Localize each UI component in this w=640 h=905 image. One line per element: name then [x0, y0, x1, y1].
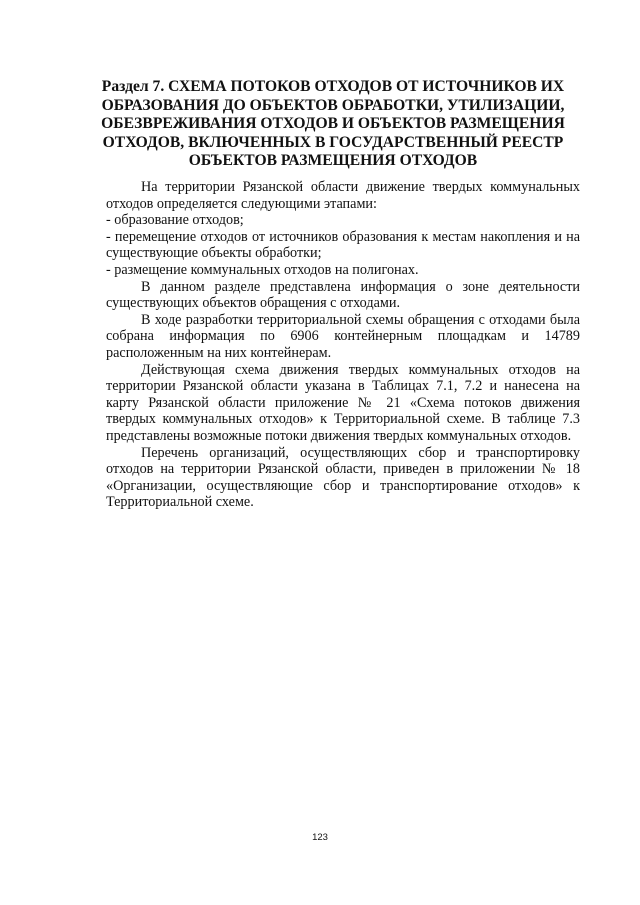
paragraph-flow-scheme: Действующая схема движения твердых коммунальных отходов на территории Рязанской области указана в Таблицах 7.1, 7.2 и нанесена на карту Рязанской области приложение № 21 «Схема потоков движения твердых коммунальных отходов» к Территориальной схеме. В таблице 7.3 представлены возможные потоки движения твердых коммунальных отходов. — [106, 361, 580, 444]
paragraph-organizations: Перечень организаций, осуществляющих сбор и транспортировку отходов на территории Рязанской области, приведен в приложении № 18 «Организации, осуществляющие сбор и транспортирование отходов» к Территориальной схеме. — [106, 444, 580, 511]
page-number: 123 — [312, 832, 328, 843]
paragraph-section-info: В данном разделе представлена информация о зоне деятельности существующих объектов обращения с отходами. — [106, 278, 580, 312]
list-item-formation: - образование отходов; — [106, 212, 244, 229]
list-item-disposal: - размещение коммунальных отходов на полигонах. — [106, 261, 419, 278]
section-title — [100, 78, 566, 171]
section-title-line: ОТХОДОВ, ВКЛЮЧЕННЫХ В ГОСУДАРСТВЕННЫЙ РЕЕСТР — [102, 133, 564, 151]
paragraph-intro: На территории Рязанской области движение твердых коммунальных отходов определяется следующими этапами: — [106, 179, 580, 212]
section-title-line: ОБЪЕКТОВ РАЗМЕЩЕНИЯ ОТХОДОВ — [188, 152, 478, 170]
list-item-transfer: - перемещение отходов от источников образования к местам накопления и на существующие объекты обработки; — [106, 228, 580, 262]
paragraph-container-data: В ходе разработки территориальной схемы обращения с отходами была собрана информация по 6906 контейнерным площадкам и 14789 расположенным на них контейнерам. — [106, 311, 580, 361]
body-text — [106, 179, 580, 511]
section-title-line: ОБЕЗВРЕЖИВАНИЯ ОТХОДОВ И ОБЪЕКТОВ РАЗМЕЩЕНИЯ — [101, 115, 565, 133]
section-title-line: ОБРАЗОВАНИЯ ДО ОБЪЕКТОВ ОБРАБОТКИ, УТИЛИЗАЦИИ, — [101, 96, 565, 114]
section-title-line: Раздел 7. СХЕМА ПОТОКОВ ОТХОДОВ ОТ ИСТОЧНИКОВ ИХ — [101, 78, 565, 95]
